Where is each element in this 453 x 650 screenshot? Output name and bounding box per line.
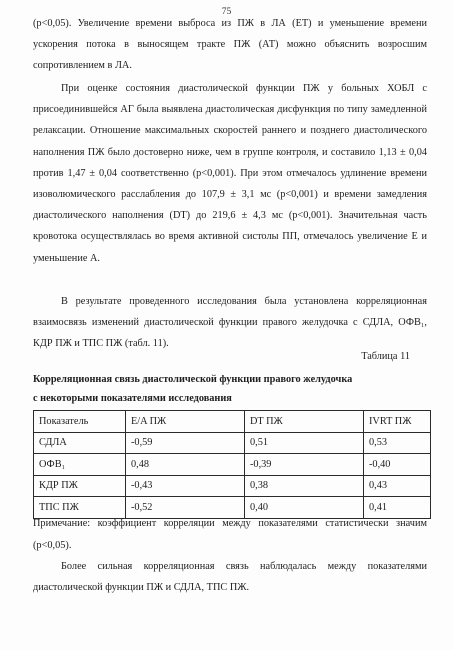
table-cell: 0,40: [245, 497, 364, 519]
table-cell: 0,43: [364, 475, 431, 497]
paragraph-2: При оценке состояния диастолической функции ПЖ у больных ХОБЛ с присоединившейся АГ была выявлена диастолическая дисфункция по типу замедленной релаксации. Отношение максимальных скоростей раннего и позднего диастолического наполнения ПЖ было достоверно ниже, чем в группе контроля, и составило 1,13 ± 0,04 против 1,47 ± 0,04 соответственно (р<0,001). При этом отмечалось удлинение времени изоволюмического расслабления до 107,9 ± 3,1 мс (р<0,001) и времени замедления диастолического наполнения (DT) до 219,6 ± 4,3 мс (р<0,001). Значительная часть кровотока осуществлялась во время активной систолы ПП, отмечалось увеличение Е и уменьшение А.: [33, 83, 427, 264]
table-header-row: [34, 411, 431, 433]
header-cell: DT ПЖ: [245, 411, 364, 433]
correlation-table: [33, 410, 431, 519]
table-cell: ОФВ₁: [34, 454, 126, 476]
table-cell: -0,40: [364, 454, 431, 476]
page-number: 75: [221, 7, 232, 17]
table-cell: 0,53: [364, 432, 431, 454]
closing-paragraph: Более сильная корреляционная связь наблюдалась между показателями диастолической функции ПЖ и СДЛА, ТПС ПЖ.: [33, 561, 427, 594]
table-note: Примечание: коэффициент корреляции между показателями статистически значим (р<0,05).: [33, 518, 427, 551]
table-cell: -0,52: [126, 497, 245, 519]
table-caption: Таблица 11: [361, 351, 410, 362]
table-cell: СДЛА: [34, 432, 126, 454]
table-cell: -0,59: [126, 432, 245, 454]
table-title-line-2: с некоторыми показателями исследования: [33, 393, 232, 404]
table-cell: 0,41: [364, 497, 431, 519]
table-row: [34, 432, 431, 454]
table-cell: КДР ПЖ: [34, 475, 126, 497]
table-title-line-1: Корреляционная связь диастолической функции правого желудочка: [33, 374, 353, 385]
table-cell: -0,39: [245, 454, 364, 476]
table-row: [34, 454, 431, 476]
paragraph-3: В результате проведенного исследования была установлена корреляционная взаимосвязь изменений диастолической функции правого желудочка с СДЛА, ОФВ₁, КДР ПЖ и ТПС ПЖ (табл. 11).: [33, 296, 427, 350]
table-cell: 0,51: [245, 432, 364, 454]
table-row: [34, 475, 431, 497]
paragraph-1: (р<0,05). Увеличение времени выброса из ПЖ в ЛА (ЕТ) и уменьшение времени ускорения потока в выносящем тракте ПЖ (АТ) можно объяснить возросшим сопротивлением в ЛА.: [33, 18, 427, 72]
header-cell: IVRT ПЖ: [364, 411, 431, 433]
table-cell: 0,38: [245, 475, 364, 497]
header-cell: Показатель: [34, 411, 126, 433]
table-cell: 0,48: [126, 454, 245, 476]
table-cell: -0,43: [126, 475, 245, 497]
header-cell: E/A ПЖ: [126, 411, 245, 433]
table-cell: ТПС ПЖ: [34, 497, 126, 519]
